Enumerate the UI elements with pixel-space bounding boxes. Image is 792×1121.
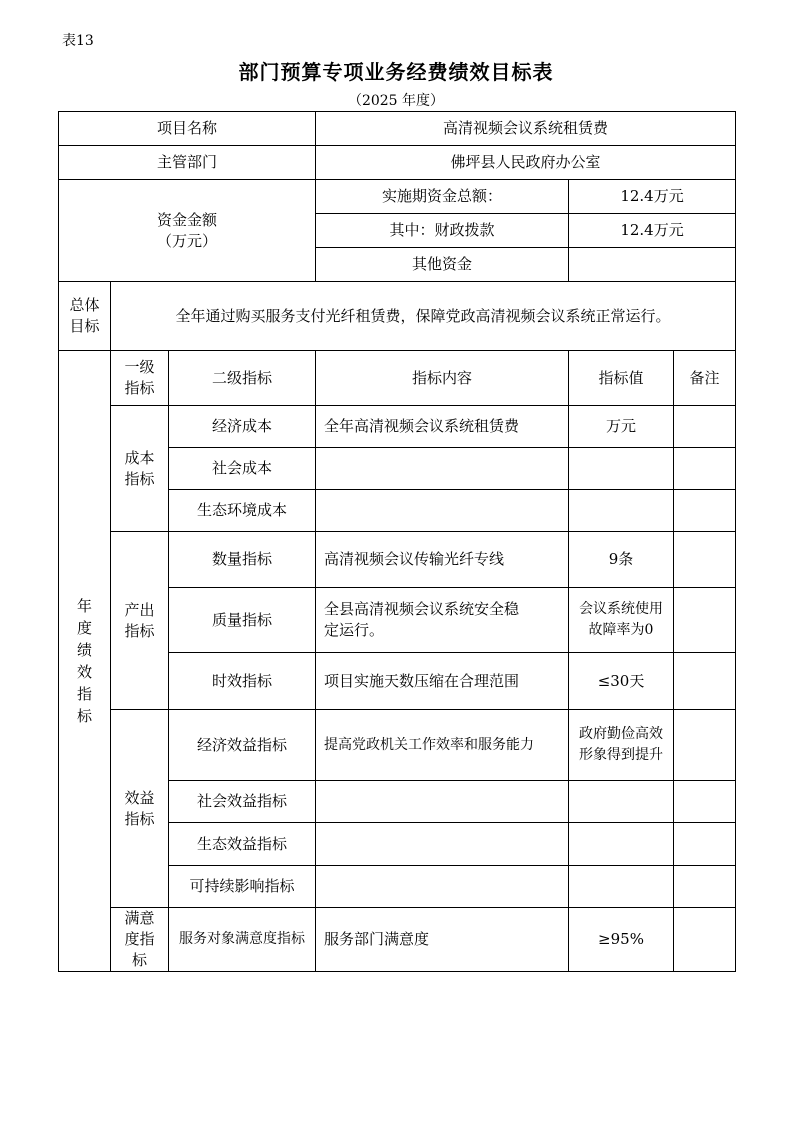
level2-cell: 生态环境成本: [169, 490, 316, 532]
note-cell: [674, 908, 736, 972]
value-cell: [569, 490, 674, 532]
section-char: 指: [76, 685, 92, 703]
content-cell: 全年高清视频会议系统租赁费: [316, 406, 569, 448]
value-cell: 9条: [569, 532, 674, 588]
header-content: 指标内容: [316, 351, 569, 406]
note-cell: [674, 653, 736, 710]
table-row: [59, 406, 736, 448]
department-row: [59, 146, 736, 180]
value-cell: [569, 823, 674, 866]
header-note: 备注: [674, 351, 736, 406]
funds-total-row: [59, 180, 736, 214]
overall-goal-label: [59, 282, 111, 351]
output-label-line1: 产出: [124, 600, 155, 619]
content-cell: 提高党政机关工作效率和服务能力: [316, 710, 569, 781]
content-cell: [316, 866, 569, 908]
level2-cell: 经济效益指标: [169, 710, 316, 781]
value-cell: [569, 710, 674, 781]
value-line1: 会议系统使用: [579, 601, 664, 617]
overall-goal-row: [59, 282, 736, 351]
overall-goal-label-line2: 目标: [69, 317, 100, 335]
benefit-indicator-label: [111, 710, 169, 908]
year-label: （2025 年度）: [347, 93, 445, 109]
funds-other-value: [569, 248, 736, 282]
level2-cell: 时效指标: [169, 653, 316, 710]
section-char: 年: [76, 597, 92, 615]
note-cell: [674, 781, 736, 823]
content-cell: [316, 490, 569, 532]
content-cell: [316, 448, 569, 490]
note-cell: [674, 532, 736, 588]
satisfaction-label-line2: 度指: [124, 930, 155, 948]
note-cell: [674, 823, 736, 866]
funds-total-value: 12.4万元: [569, 180, 736, 214]
value-line1: 政府勤俭高效: [579, 726, 664, 742]
funds-label-line1: 资金金额: [157, 210, 218, 229]
header-level1: [111, 351, 169, 406]
table-row: [59, 532, 736, 588]
benefit-label-line2: 指标: [124, 809, 155, 828]
funds-fiscal-label: 其中：财政拨款: [316, 214, 569, 248]
indicator-header-row: [59, 351, 736, 406]
note-cell: [674, 448, 736, 490]
note-cell: [674, 710, 736, 781]
table-row: [59, 710, 736, 781]
content-cell: 高清视频会议传输光纤专线: [316, 532, 569, 588]
overall-goal-label-line1: 总体: [69, 296, 100, 314]
content-cell: [316, 823, 569, 866]
section-char: 绩: [76, 641, 92, 659]
benefit-label-line1: 效益: [124, 788, 155, 807]
output-label-line2: 指标: [124, 621, 155, 640]
department-label: 主管部门: [59, 146, 316, 180]
value-cell: [569, 866, 674, 908]
content-cell: [316, 781, 569, 823]
value-line2: 故障率为0: [588, 622, 654, 638]
funds-total-label: 实施期资金总额：: [316, 180, 569, 214]
level2-cell: 数量指标: [169, 532, 316, 588]
funds-other-label: 其他资金: [316, 248, 569, 282]
annual-performance-label: [59, 351, 111, 972]
level2-cell: 服务对象满意度指标: [169, 908, 316, 972]
content-cell: 服务部门满意度: [316, 908, 569, 972]
department-value: 佛坪县人民政府办公室: [316, 146, 736, 180]
page-title: 部门预算专项业务经费绩效目标表: [238, 60, 554, 84]
overall-goal-text: 全年通过购买服务支付光纤租赁费，保障党政高清视频会议系统正常运行。: [111, 282, 736, 351]
cost-indicator-label: [111, 406, 169, 532]
value-cell: 万元: [569, 406, 674, 448]
section-char: 效: [76, 663, 92, 681]
output-indicator-label: [111, 532, 169, 710]
satisfaction-label-line3: 标: [131, 951, 147, 969]
cost-label-line2: 指标: [124, 469, 155, 488]
content-cell: 项目实施天数压缩在合理范围: [316, 653, 569, 710]
table-number: 表13: [62, 33, 94, 49]
satisfaction-label-line1: 满意: [124, 909, 155, 927]
header-level1-line1: 一级: [124, 358, 155, 376]
value-cell: ≥95%: [569, 908, 674, 972]
value-line2: 形象得到提升: [579, 747, 664, 763]
value-cell: [569, 781, 674, 823]
header-value: 指标值: [569, 351, 674, 406]
funds-fiscal-value: 12.4万元: [569, 214, 736, 248]
value-cell: [569, 448, 674, 490]
section-char: 标: [76, 707, 92, 725]
cost-label-line1: 成本: [124, 448, 155, 467]
funds-label-line2: （万元）: [157, 231, 218, 250]
note-cell: [674, 866, 736, 908]
value-cell: [569, 588, 674, 653]
level2-cell: 可持续影响指标: [169, 866, 316, 908]
project-name-value: 高清视频会议系统租赁费: [316, 112, 736, 146]
note-cell: [674, 406, 736, 448]
note-cell: [674, 588, 736, 653]
content-cell: [316, 588, 569, 653]
satisfaction-indicator-label: [111, 908, 169, 972]
note-cell: [674, 490, 736, 532]
header-level2: 二级指标: [169, 351, 316, 406]
level2-cell: 社会效益指标: [169, 781, 316, 823]
header-level1-line2: 指标: [124, 379, 155, 397]
level2-cell: 生态效益指标: [169, 823, 316, 866]
table-row: [59, 908, 736, 972]
level2-cell: 质量指标: [169, 588, 316, 653]
content-line1: 全县高清视频会议系统安全稳: [324, 600, 520, 618]
level2-cell: 经济成本: [169, 406, 316, 448]
funds-label: [59, 180, 316, 282]
performance-table: [58, 111, 736, 972]
value-cell: ≤30天: [569, 653, 674, 710]
section-char: 度: [76, 619, 92, 637]
project-name-row: [59, 112, 736, 146]
level2-cell: 社会成本: [169, 448, 316, 490]
content-line2: 定运行。: [324, 621, 385, 639]
project-name-label: 项目名称: [59, 112, 316, 146]
